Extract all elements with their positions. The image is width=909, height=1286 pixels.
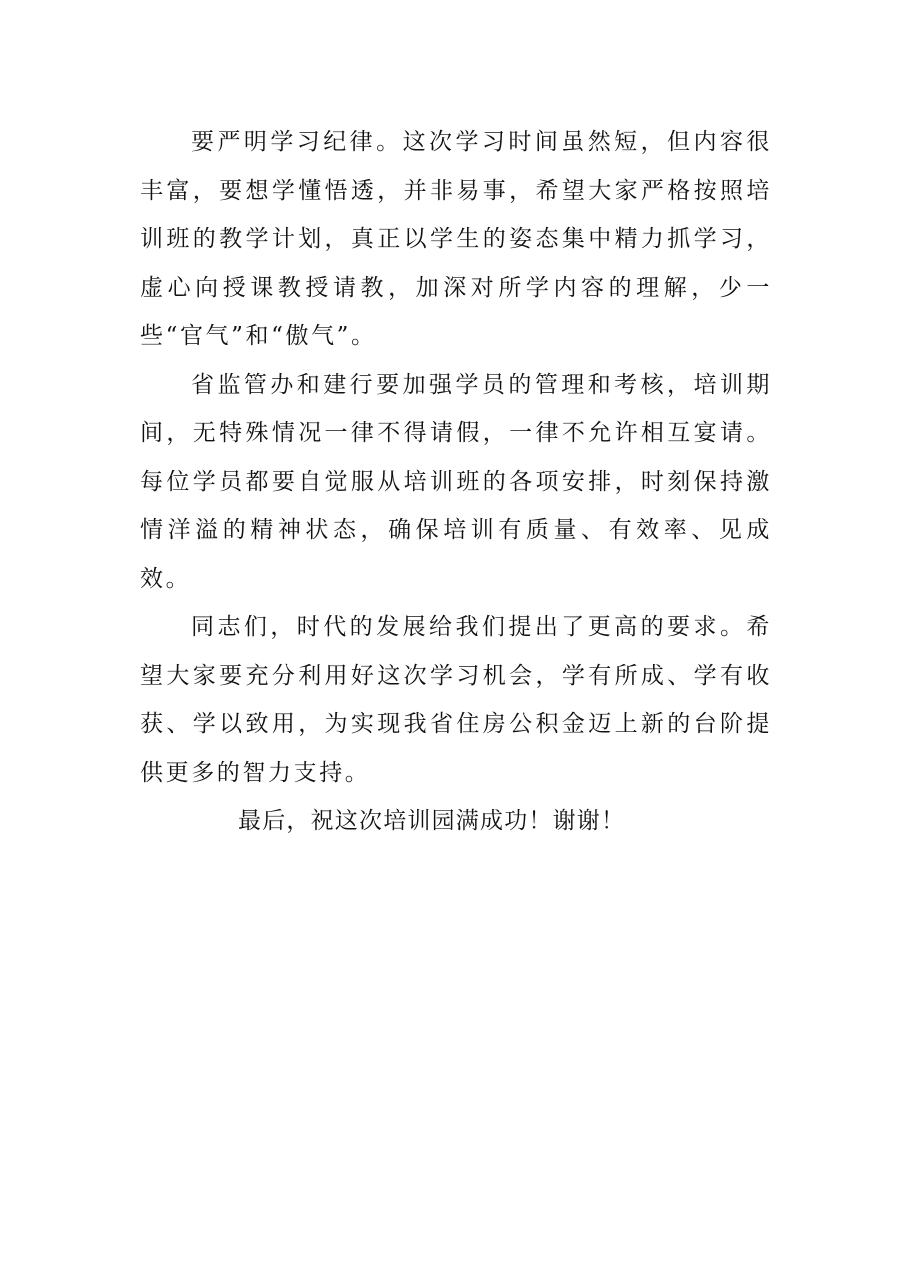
paragraph-higher-requirements: 同志们，时代的发展给我们提出了更高的要求。希望大家要充分利用好这次学习机会，学有所成、学有收获、学以致用，为实现我省住房公积金迈上新的台阶提供更多的智力支持。	[140, 614, 772, 786]
paragraph-study-discipline: 要严明学习纪律。这次学习时间虽然短，但内容很丰富，要想学懂悟透，并非易事，希望大家严格按照培训班的教学计划，真正以学生的姿态集中精力抓学习，虚心向授课教授请教，加深对所学内容的理解，少一些“官气”和“傲气”。	[140, 129, 772, 349]
paragraph-trainee-management: 省监管办和建行要加强学员的管理和考核，培训期间，无特殊情况一律不得请假，一律不允许相互宴请。每位学员都要自觉服从培训班的各项安排，时刻保持激情洋溢的精神状态，确保培训有质量、有效率、见成效。	[140, 371, 772, 592]
document-body	[140, 118, 772, 846]
closing-remarks: 最后，祝这次培训园满成功！谢谢！	[238, 808, 626, 834]
